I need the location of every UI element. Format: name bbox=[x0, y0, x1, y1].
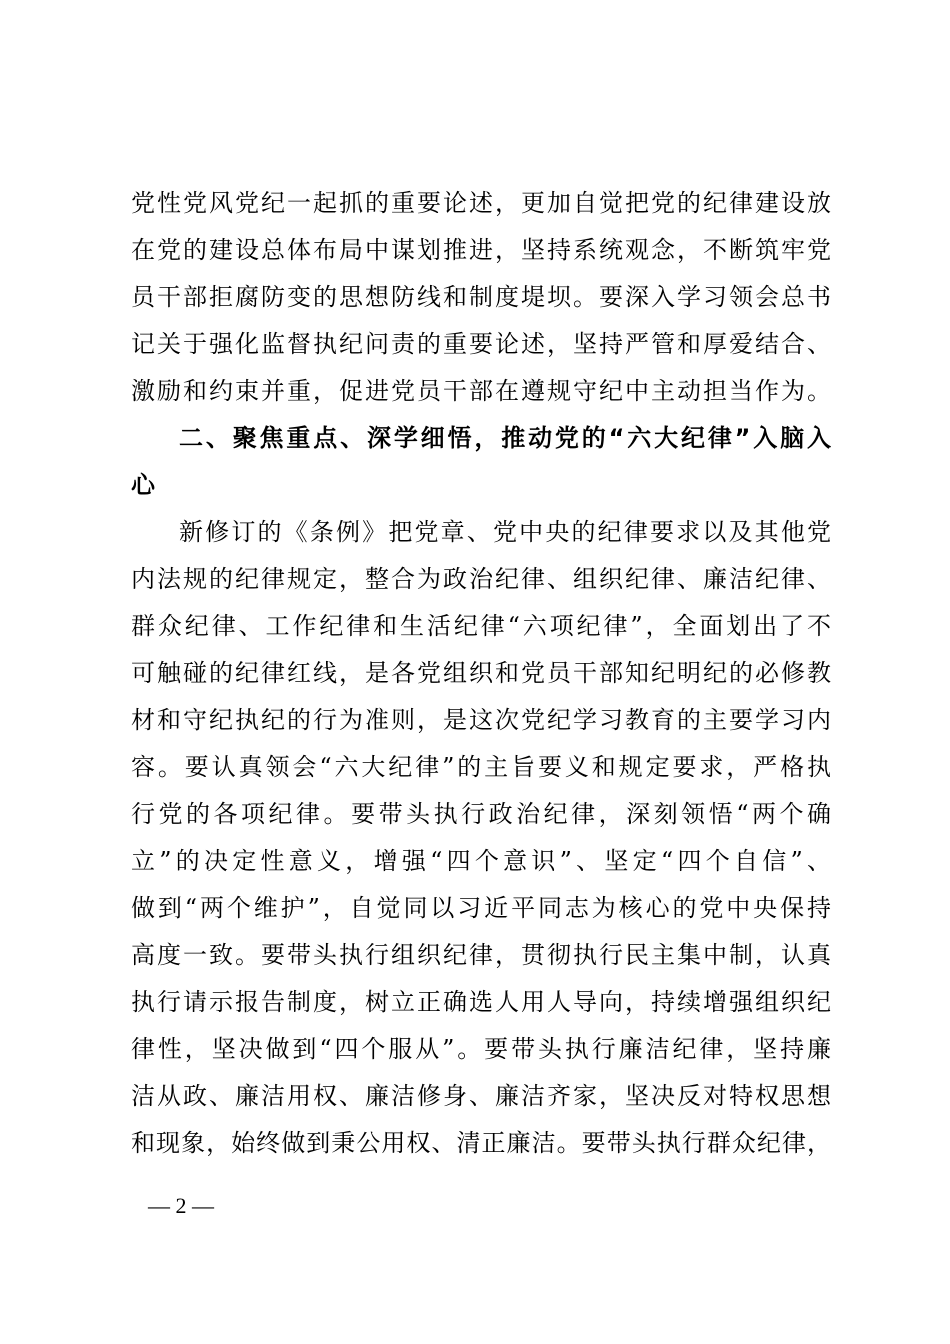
text-line: 执行请示报告制度，树立正确选人用人导向，持续增强组织纪 bbox=[131, 988, 831, 1016]
heading-line: 二、聚焦重点、深学细悟，推动党的“六大纪律”入脑入 bbox=[179, 424, 831, 452]
text-line: 新修订的《条例》把党章、党中央的纪律要求以及其他党 bbox=[179, 518, 831, 546]
heading-line: 心 bbox=[131, 471, 155, 499]
text-line: 洁从政、廉洁用权、廉洁修身、廉洁齐家，坚决反对特权思想 bbox=[131, 1082, 831, 1110]
paragraph-1 bbox=[131, 180, 831, 415]
text-line: 可触碰的纪律红线，是各党组织和党员干部知纪明纪的必修教 bbox=[131, 659, 831, 687]
text-line: 材和守纪执纪的行为准则，是这次党纪学习教育的主要学习内 bbox=[131, 706, 831, 734]
text-line: 在党的建设总体布局中谋划推进，坚持系统观念，不断筑牢党 bbox=[131, 236, 831, 264]
section-heading bbox=[131, 415, 831, 509]
text-line: 群众纪律、工作纪律和生活纪律“六项纪律”，全面划出了不 bbox=[131, 612, 831, 640]
text-line: 高度一致。要带头执行组织纪律，贯彻执行民主集中制，认真 bbox=[131, 941, 831, 969]
text-line: 行党的各项纪律。要带头执行政治纪律，深刻领悟“两个确 bbox=[131, 800, 831, 828]
text-line: 和现象，始终做到秉公用权、清正廉洁。要带头执行群众纪律， bbox=[131, 1129, 831, 1157]
text-line: 做到“两个维护”，自觉同以习近平同志为核心的党中央保持 bbox=[131, 894, 831, 922]
document-body bbox=[131, 180, 831, 1167]
text-line: 党性党风党纪一起抓的重要论述，更加自觉把党的纪律建设放 bbox=[131, 189, 831, 217]
text-line: 激励和约束并重，促进党员干部在遵规守纪中主动担当作为。 bbox=[131, 377, 831, 405]
text-line: 立”的决定性意义，增强“四个意识”、坚定“四个自信”、 bbox=[131, 847, 831, 875]
page-number: — 2 — bbox=[148, 1193, 214, 1218]
text-line: 内法规的纪律规定，整合为政治纪律、组织纪律、廉洁纪律、 bbox=[131, 565, 831, 593]
text-line: 容。要认真领会“六大纪律”的主旨要义和规定要求，严格执 bbox=[131, 753, 831, 781]
text-line: 记关于强化监督执纪问责的重要论述，坚持严管和厚爱结合、 bbox=[131, 330, 831, 358]
text-line: 律性，坚决做到“四个服从”。要带头执行廉洁纪律，坚持廉 bbox=[131, 1035, 831, 1063]
text-line: 员干部拒腐防变的思想防线和制度堤坝。要深入学习领会总书 bbox=[131, 283, 831, 311]
paragraph-2 bbox=[131, 509, 831, 1167]
